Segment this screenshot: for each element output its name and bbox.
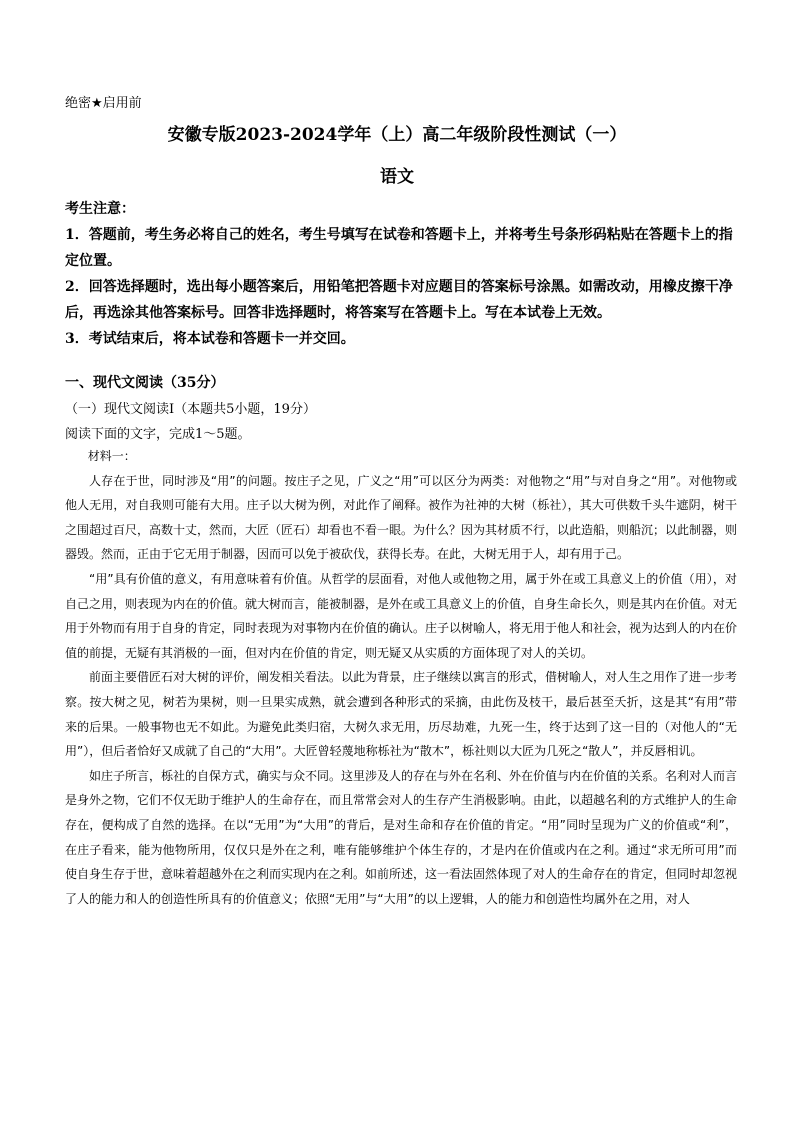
notice-item-3: 3．考试结束后，将本试卷和答题卡一并交回。 (65, 331, 355, 347)
notice-item-1: 1．答题前，考生务必将自己的姓名，考生号填写在试卷和答题卡上，并将考生号条形码粘贴在答题卡上的指定位置。 (65, 227, 733, 269)
exam-title: 安徽专版2023-2024学年（上）高二年级阶段性测试（一） (167, 125, 627, 145)
subsection-heading: （一）现代文阅读Ⅰ（本题共5小题，19分） (65, 402, 316, 417)
material-paragraph-3: 前面主要借匠石对大树的评价，阐发相关看法。以此为背景，庄子继续以寓言的形式，借树喻人，对人生之用作了进一步考察。按大树之见，树若为果树，则一旦果实成熟，就会遭到各种形式的采摘，由此伤及枝干，最后甚至夭折，这是其“有用”带来的后果。一般事物也无不如此。为避免此类归宿，大树久求无用，历尽劫难，九死一生，终于达到了这一目的（对他人的“无用”），但后者恰好又成就了自己的“大用”。大匠曾轻蔑地称栎社为“散木”，栎社则以大匠为几死之“散人”，并反唇相讥。 (65, 670, 738, 759)
reading-instruction: 阅读下面的文字，完成1～5题。 (65, 427, 251, 442)
confidential-mark: 绝密★启用前 (65, 96, 142, 111)
material-paragraph-1: 人存在于世，同时涉及“用”的问题。按庄子之见，广义之“用”可以区分为两类：对他物之“用”与对自身之“用”。对他物或他人无用，对自我则可能有大用。庄子以大树为例，对此作了阐释。被作为社神的大树（栎社），其大可供数千头牛遮阴，树干之围超过百尺，高数十丈，然而，大匠（匠石）却看也不看一眼。为什么？因为其材质不行，以此造船，则船沉；以此制器，则器毁。然而，正由于它无用于制器，因而可以免于被砍伐，获得长寿。在此，大树无用于人，却有用于己。 (65, 473, 738, 562)
reading-material (65, 444, 737, 911)
material-label: 材料一： (87, 449, 136, 463)
section-heading: 一、现代文阅读（35分） (65, 375, 225, 391)
material-paragraph-4: 如庄子所言，栎社的自保方式，确实与众不同。这里涉及人的存在与外在名利、外在价值与内在价值的关系。名利对人而言是身外之物，它们不仅无助于维护人的生命存在，而且常常会对人的生存产生消极影响。由此，以超越名利的方式维护人的生命存在，便构成了自然的选择。在以“无用”为“大用”的背后，是对生命和存在价值的肯定。“用”同时呈现为广义的价值或“利”，在庄子看来，能为他物所用，仅仅只是外在之利，唯有能够维护个体生存的，才是内在价值或内在之利。通过“求无所可用”而使自身生存于世，意味着超越外在之利而实现内在之利。如前所述，这一看法固然体现了对人的生命存在的肯定，但同时却忽视了人的能力和人的创造性所具有的价值意义；依照“无用”与“大用”的以上逻辑，人的能力和创造性均属外在之用，对人 (65, 768, 738, 906)
material-paragraph-2: “用”具有价值的意义，有用意味着有价值。从哲学的层面看，对他人或他物之用，属于外在或工具意义上的价值（用），对自己之用，则表现为内在的价值。就大树而言，能被制器，是外在或工具意义上的价值，自身生命长久，则是其内在价值。对无用于外物而有用于自身的肯定，同时表现为对事物内在价值的确认。庄子以树喻人，将无用于他人和社会，视为达到人的内在价值的前提，无疑有其消极的一面，但对内在价值的肯定，则无疑又从实质的方面体现了对人的关切。 (65, 571, 738, 660)
notice-item-2: 2．回答选择题时，选出每小题答案后，用铅笔把答题卡对应题目的答案标号涂黑。如需改动，用橡皮擦干净后，再选涂其他答案标号。回答非选择题时，将答案写在答题卡上。写在本试卷上无效。 (65, 279, 733, 321)
subject-title: 语文 (380, 167, 414, 187)
candidate-notice (65, 196, 733, 352)
notice-heading: 考生注意： (65, 201, 135, 217)
